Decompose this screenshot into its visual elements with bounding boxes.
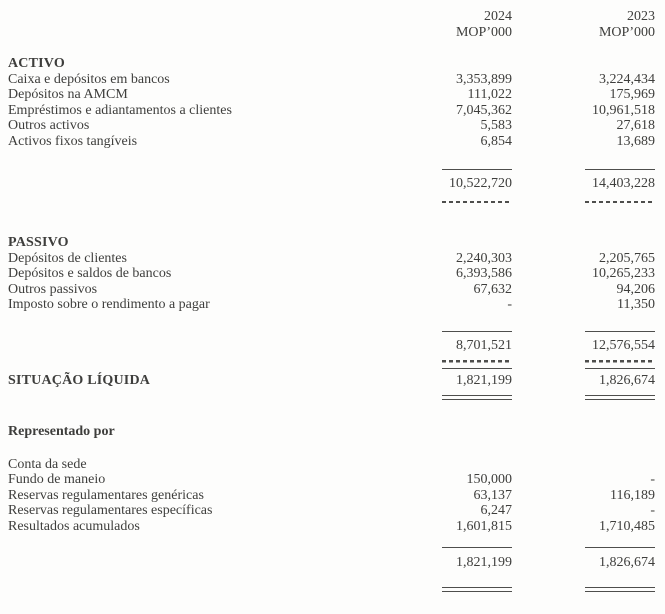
solid-rule: [585, 331, 655, 333]
table-row: [8, 519, 655, 535]
row-label: Caixa e depósitos em bancos: [8, 71, 170, 87]
dashed-rule: [585, 201, 655, 204]
row-label: Depósitos de clientes: [8, 250, 127, 266]
value-2024: 111,022: [467, 87, 512, 102]
section-title: Representado por: [8, 424, 115, 439]
column-header-years: [8, 9, 655, 25]
table-row: [8, 472, 655, 488]
value-2023: 11,350: [617, 297, 655, 312]
row-label: Depósitos na AMCM: [8, 87, 128, 102]
solid-rule: [585, 547, 655, 549]
value-2024: 63,137: [473, 487, 512, 503]
table-row: [8, 118, 655, 134]
dashed-rule: [442, 360, 512, 363]
total-2023: 12,576,554: [592, 337, 655, 353]
double-rule: [442, 587, 512, 592]
dashed-rule: [585, 360, 655, 363]
row-label: Reservas regulamentares genéricas: [8, 487, 204, 503]
row-label: Outros activos: [8, 118, 90, 133]
value-2024: -: [507, 297, 512, 312]
solid-rule: [442, 368, 512, 370]
solid-rule: [442, 331, 512, 333]
solid-rule: [585, 169, 655, 171]
row-label: Activos fixos tangíveis: [8, 133, 138, 149]
total-2023: 1,826,674: [599, 555, 655, 570]
section-heading-representado: [8, 424, 655, 440]
value-2023: 1,710,485: [599, 518, 655, 534]
value-2024: 67,632: [473, 281, 512, 297]
table-row: [8, 251, 655, 267]
value-2023: 175,969: [609, 87, 655, 102]
value-2023: -: [650, 503, 655, 518]
rule-row: [8, 587, 655, 592]
value-2023: 27,618: [616, 118, 655, 133]
year-header-2023: 2023: [627, 9, 655, 24]
value-2024: 1,601,815: [456, 518, 512, 534]
value-2024: 6,393,586: [456, 266, 512, 281]
section-title: ACTIVO: [8, 56, 65, 71]
table-row: [8, 488, 655, 504]
value-2023: 13,689: [616, 133, 655, 149]
rule-row: [8, 360, 655, 363]
rule-row: [8, 368, 655, 370]
value-2023: -: [650, 472, 655, 487]
total-2024: 1,821,199: [456, 555, 512, 570]
table-row: [8, 103, 655, 119]
row-label: Resultados acumulados: [8, 518, 140, 534]
total-row-passivo: [8, 338, 655, 354]
value-2023: 2,205,765: [599, 250, 655, 266]
rule-row: [8, 547, 655, 549]
value-2024: 6,247: [480, 503, 512, 518]
row-label: Reservas regulamentares específicas: [8, 503, 213, 518]
value-2024: 7,045,362: [456, 102, 512, 118]
total-2024: 1,821,199: [456, 372, 512, 388]
value-2023: 94,206: [616, 281, 655, 297]
value-2024: 150,000: [466, 472, 512, 487]
table-row: [8, 457, 655, 473]
table-row: [8, 282, 655, 298]
solid-rule: [442, 547, 512, 549]
section-title: PASSIVO: [8, 235, 69, 250]
rule-row: [8, 169, 655, 171]
row-label: Empréstimos e adiantamentos a clientes: [8, 102, 232, 118]
table-row: [8, 503, 655, 519]
solid-rule: [585, 368, 655, 370]
value-2024: 3,353,899: [456, 71, 512, 87]
value-2024: 2,240,303: [456, 250, 512, 266]
section-title: SITUAÇÃO LÍQUIDA: [8, 372, 151, 388]
rule-row: [8, 395, 655, 400]
table-row: [8, 266, 655, 282]
total-row-representado: [8, 555, 655, 571]
value-2023: 3,224,434: [599, 71, 655, 87]
table-row: [8, 72, 655, 88]
total-2023: 1,826,674: [599, 372, 655, 388]
row-label: Imposto sobre o rendimento a pagar: [8, 297, 210, 312]
value-2023: 116,189: [610, 487, 655, 503]
total-row-activo: [8, 176, 655, 192]
value-2023: 10,265,233: [592, 266, 655, 281]
rule-row: [8, 331, 655, 333]
situacao-liquida-row: [8, 373, 655, 389]
row-label: Depósitos e saldos de bancos: [8, 266, 172, 281]
solid-rule: [442, 169, 512, 171]
dashed-rule: [442, 201, 512, 204]
column-header-units: [8, 25, 655, 41]
table-row: [8, 134, 655, 150]
row-label: Outros passivos: [8, 281, 98, 297]
table-row: [8, 87, 655, 103]
row-label: Fundo de maneio: [8, 472, 106, 487]
section-heading-activo: [8, 56, 655, 72]
total-2024: 10,522,720: [449, 176, 512, 191]
row-label: Conta da sede: [8, 456, 87, 472]
value-2023: 10,961,518: [592, 102, 655, 118]
section-heading-passivo: [8, 235, 655, 251]
value-2024: 5,583: [480, 118, 512, 133]
rule-row: [8, 201, 655, 204]
total-2024: 8,701,521: [456, 337, 512, 353]
double-rule: [442, 395, 512, 400]
unit-header-2024: MOP’000: [455, 24, 512, 40]
value-2024: 6,854: [480, 133, 512, 149]
unit-header-2023: MOP’000: [598, 24, 655, 40]
total-2023: 14,403,228: [592, 176, 655, 191]
table-row: [8, 297, 655, 313]
double-rule: [585, 587, 655, 592]
double-rule: [585, 395, 655, 400]
year-header-2024: 2024: [484, 9, 512, 24]
